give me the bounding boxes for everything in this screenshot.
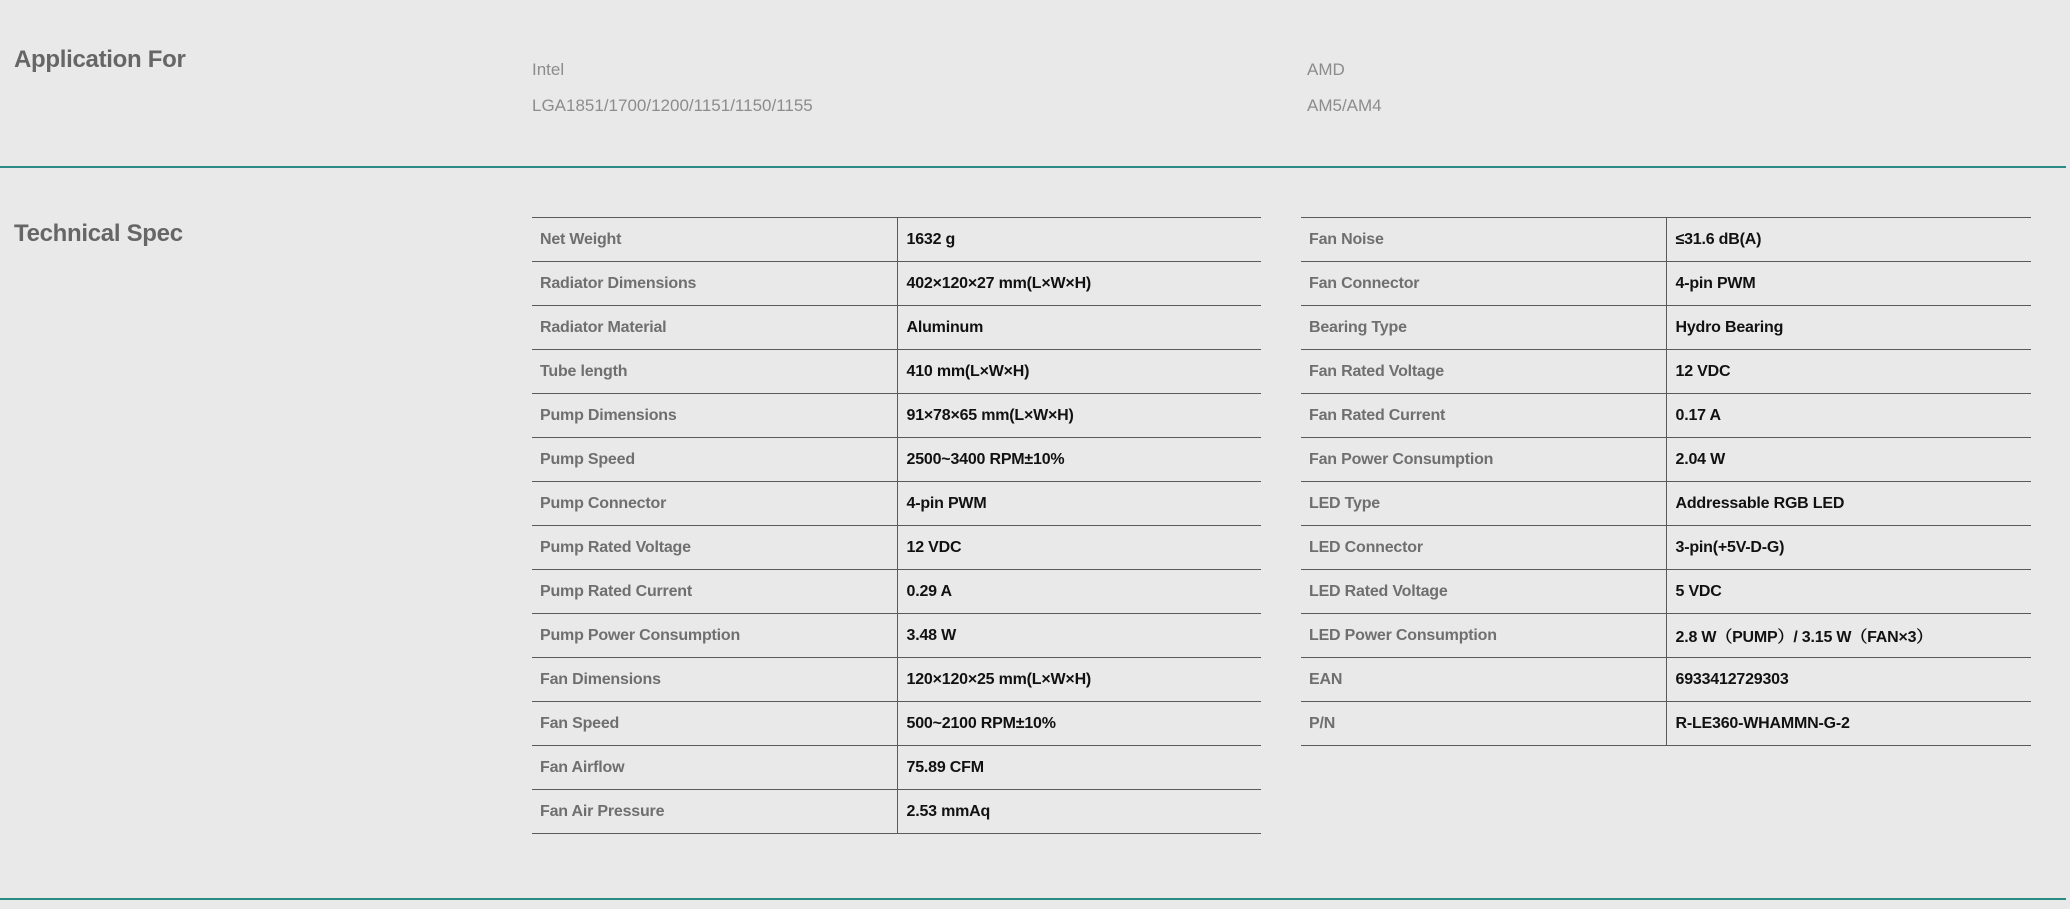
amd-compatibility bbox=[1307, 52, 1382, 124]
spec-label: Fan Air Pressure bbox=[532, 790, 897, 834]
spec-label: Fan Noise bbox=[1301, 218, 1666, 262]
spec-label: LED Power Consumption bbox=[1301, 614, 1666, 658]
spec-value: 2.53 mmAq bbox=[897, 790, 1261, 834]
spec-row bbox=[532, 614, 1261, 658]
spec-label: Fan Connector bbox=[1301, 262, 1666, 306]
spec-value: ≤31.6 dB(A) bbox=[1666, 218, 2031, 262]
spec-value: Addressable RGB LED bbox=[1666, 482, 2031, 526]
section-divider bbox=[0, 166, 2066, 168]
spec-value: 5 VDC bbox=[1666, 570, 2031, 614]
spec-value: 91×78×65 mm(L×W×H) bbox=[897, 394, 1261, 438]
spec-value: 402×120×27 mm(L×W×H) bbox=[897, 262, 1261, 306]
spec-label: Pump Speed bbox=[532, 438, 897, 482]
spec-row bbox=[1301, 658, 2031, 702]
spec-label: LED Type bbox=[1301, 482, 1666, 526]
spec-value: 120×120×25 mm(L×W×H) bbox=[897, 658, 1261, 702]
spec-value: R-LE360-WHAMMN-G-2 bbox=[1666, 702, 2031, 746]
spec-row bbox=[532, 658, 1261, 702]
spec-row bbox=[1301, 306, 2031, 350]
intel-brand: Intel bbox=[532, 60, 565, 79]
spec-row bbox=[532, 262, 1261, 306]
technical-spec-heading: Technical Spec bbox=[14, 220, 183, 247]
spec-row bbox=[1301, 218, 2031, 262]
spec-row bbox=[532, 746, 1261, 790]
spec-value: 0.17 A bbox=[1666, 394, 2031, 438]
amd-sockets: AM5/AM4 bbox=[1307, 96, 1382, 115]
bottom-divider bbox=[0, 898, 2066, 900]
spec-label: Bearing Type bbox=[1301, 306, 1666, 350]
spec-value: 3-pin(+5V-D-G) bbox=[1666, 526, 2031, 570]
spec-value: 500~2100 RPM±10% bbox=[897, 702, 1261, 746]
spec-row bbox=[532, 790, 1261, 834]
spec-label: Tube length bbox=[532, 350, 897, 394]
spec-label: Fan Airflow bbox=[532, 746, 897, 790]
spec-value: 75.89 CFM bbox=[897, 746, 1261, 790]
spec-value: 4-pin PWM bbox=[897, 482, 1261, 526]
spec-label: Fan Power Consumption bbox=[1301, 438, 1666, 482]
spec-value: 2.04 W bbox=[1666, 438, 2031, 482]
spec-row bbox=[1301, 482, 2031, 526]
intel-sockets: LGA1851/1700/1200/1151/1150/1155 bbox=[532, 96, 813, 115]
intel-compatibility bbox=[532, 52, 813, 124]
spec-row bbox=[1301, 614, 2031, 658]
spec-row bbox=[1301, 438, 2031, 482]
spec-label: Net Weight bbox=[532, 218, 897, 262]
spec-value: 4-pin PWM bbox=[1666, 262, 2031, 306]
spec-value: Aluminum bbox=[897, 306, 1261, 350]
spec-label: Radiator Material bbox=[532, 306, 897, 350]
spec-row bbox=[532, 350, 1261, 394]
spec-label: Pump Rated Current bbox=[532, 570, 897, 614]
spec-row bbox=[532, 482, 1261, 526]
spec-row bbox=[532, 438, 1261, 482]
spec-label: Pump Rated Voltage bbox=[532, 526, 897, 570]
spec-label: Radiator Dimensions bbox=[532, 262, 897, 306]
spec-row bbox=[532, 702, 1261, 746]
spec-value: 2500~3400 RPM±10% bbox=[897, 438, 1261, 482]
spec-value: 410 mm(L×W×H) bbox=[897, 350, 1261, 394]
application-for-heading: Application For bbox=[14, 46, 186, 73]
spec-value: Hydro Bearing bbox=[1666, 306, 2031, 350]
spec-table-left bbox=[532, 217, 1261, 834]
spec-row bbox=[1301, 526, 2031, 570]
spec-value: 2.8 W（PUMP）/ 3.15 W（FAN×3） bbox=[1666, 614, 2031, 658]
spec-row bbox=[1301, 350, 2031, 394]
spec-row bbox=[1301, 394, 2031, 438]
spec-label: Pump Connector bbox=[532, 482, 897, 526]
spec-row bbox=[532, 526, 1261, 570]
spec-label: Fan Speed bbox=[532, 702, 897, 746]
spec-table-right bbox=[1301, 217, 2031, 746]
spec-label: Fan Dimensions bbox=[532, 658, 897, 702]
spec-row bbox=[532, 394, 1261, 438]
spec-value: 12 VDC bbox=[1666, 350, 2031, 394]
spec-value: 0.29 A bbox=[897, 570, 1261, 614]
spec-label: P/N bbox=[1301, 702, 1666, 746]
spec-label: Pump Power Consumption bbox=[532, 614, 897, 658]
amd-brand: AMD bbox=[1307, 60, 1345, 79]
spec-label: Fan Rated Voltage bbox=[1301, 350, 1666, 394]
spec-row bbox=[1301, 262, 2031, 306]
spec-row bbox=[1301, 570, 2031, 614]
spec-row bbox=[532, 306, 1261, 350]
spec-row bbox=[1301, 702, 2031, 746]
spec-label: Pump Dimensions bbox=[532, 394, 897, 438]
spec-value: 3.48 W bbox=[897, 614, 1261, 658]
spec-label: LED Connector bbox=[1301, 526, 1666, 570]
spec-value: 1632 g bbox=[897, 218, 1261, 262]
spec-label: LED Rated Voltage bbox=[1301, 570, 1666, 614]
spec-value: 6933412729303 bbox=[1666, 658, 2031, 702]
spec-row bbox=[532, 218, 1261, 262]
spec-label: Fan Rated Current bbox=[1301, 394, 1666, 438]
spec-label: EAN bbox=[1301, 658, 1666, 702]
spec-value: 12 VDC bbox=[897, 526, 1261, 570]
spec-row bbox=[532, 570, 1261, 614]
